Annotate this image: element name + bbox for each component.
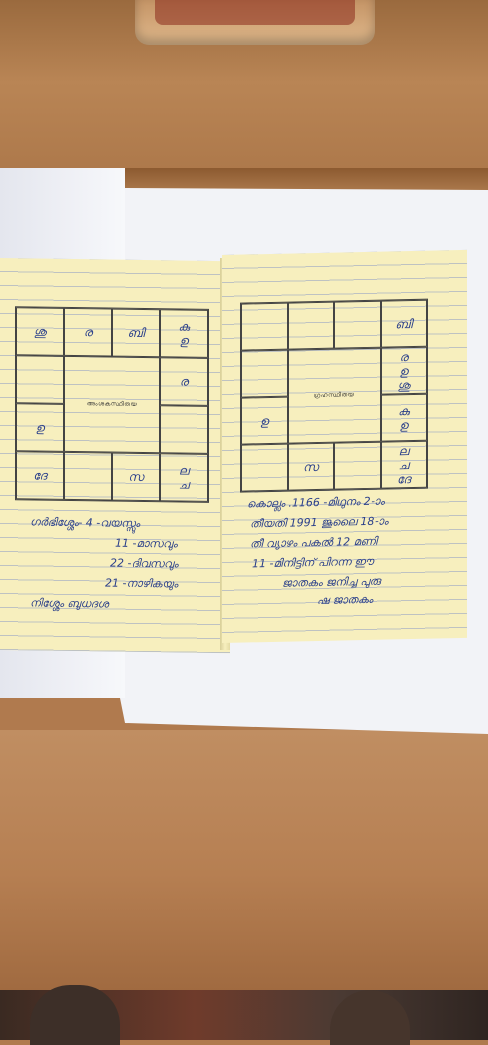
chart-cell-line: കു [178, 319, 190, 334]
chart-cell: ബി [112, 309, 160, 358]
right-page [222, 250, 467, 643]
note-line: ഗർഭിശ്ശേം- 4 -വയസ്സും [30, 515, 140, 530]
note-line: ജാതകം ജനിച്ച പുരു [282, 574, 381, 590]
chart-cell-line: ശു [397, 377, 411, 392]
chart-cell: ര [160, 357, 208, 406]
chart-cell-line: ച [178, 477, 190, 492]
note-line: തീയതി 1991 ജൂലൈ 18-ാം [250, 514, 389, 531]
chart-cell [64, 452, 112, 501]
wooden-table [0, 730, 488, 992]
chart-cell: ശു [16, 307, 64, 356]
note-line: 11 -മാസവും [115, 536, 178, 551]
note-line: ഷ ജാതകം [317, 592, 373, 608]
chart-cell-line: ച [398, 457, 409, 472]
chart-cell: ഉ [16, 403, 64, 452]
chart-cell: സ [288, 443, 335, 491]
chart-cell [160, 453, 208, 502]
note-line: 21 -നാഴികയും [105, 576, 179, 591]
chair-slot-inner [155, 0, 355, 25]
note-line: നിശ്ശേം ബുധദശ [30, 596, 109, 611]
chart-cell [241, 303, 288, 351]
note-line: 22 -ദിവസവും [110, 556, 179, 571]
chart-center-label: അംശകസ്ഥിതയ [64, 356, 160, 453]
chart-cell [334, 442, 381, 490]
chart-cell-line: ഉ [179, 333, 189, 348]
left-page [0, 258, 230, 653]
chart-cell: ബി [381, 300, 428, 348]
chart-cell-line: ല [398, 443, 409, 458]
chart-cell: ദേ [16, 451, 64, 500]
graha-chart [240, 299, 428, 493]
amsaka-chart [15, 306, 209, 503]
chart-cell-line: ഉ [399, 417, 409, 432]
chart-cell [334, 301, 381, 349]
chart-cell [381, 394, 428, 442]
chart-cell [241, 444, 288, 492]
chart-cell-line: ല [178, 463, 190, 478]
chart-cell: ഉ [241, 397, 288, 445]
chart-cell [288, 302, 335, 350]
note-line: 11 -മിനിട്ടിന് പിറന്ന ഈ [252, 554, 374, 571]
chart-cell-line: ര [399, 349, 409, 364]
chart-cell-line: കു [398, 403, 410, 418]
note-line: തീ വ്യാഴം പകൽ 12 മണി [250, 534, 378, 551]
chart-cell: ര [64, 308, 112, 357]
chart-cell [381, 441, 428, 489]
chart-cell [160, 405, 208, 454]
chart-cell [381, 347, 428, 395]
note-line: കൊല്ലം .1166 -മിഥുനം 2-ാം [247, 494, 385, 511]
chart-cell [241, 350, 288, 398]
chart-center-label: ഗ്രഹസ്ഥിതയ [288, 348, 381, 444]
chart-cell [16, 355, 64, 404]
chart-cell [160, 309, 208, 358]
chart-cell: സ [112, 453, 160, 502]
chart-cell-line: ദേ [396, 471, 411, 486]
chart-cell-line: ഉ [399, 363, 409, 378]
